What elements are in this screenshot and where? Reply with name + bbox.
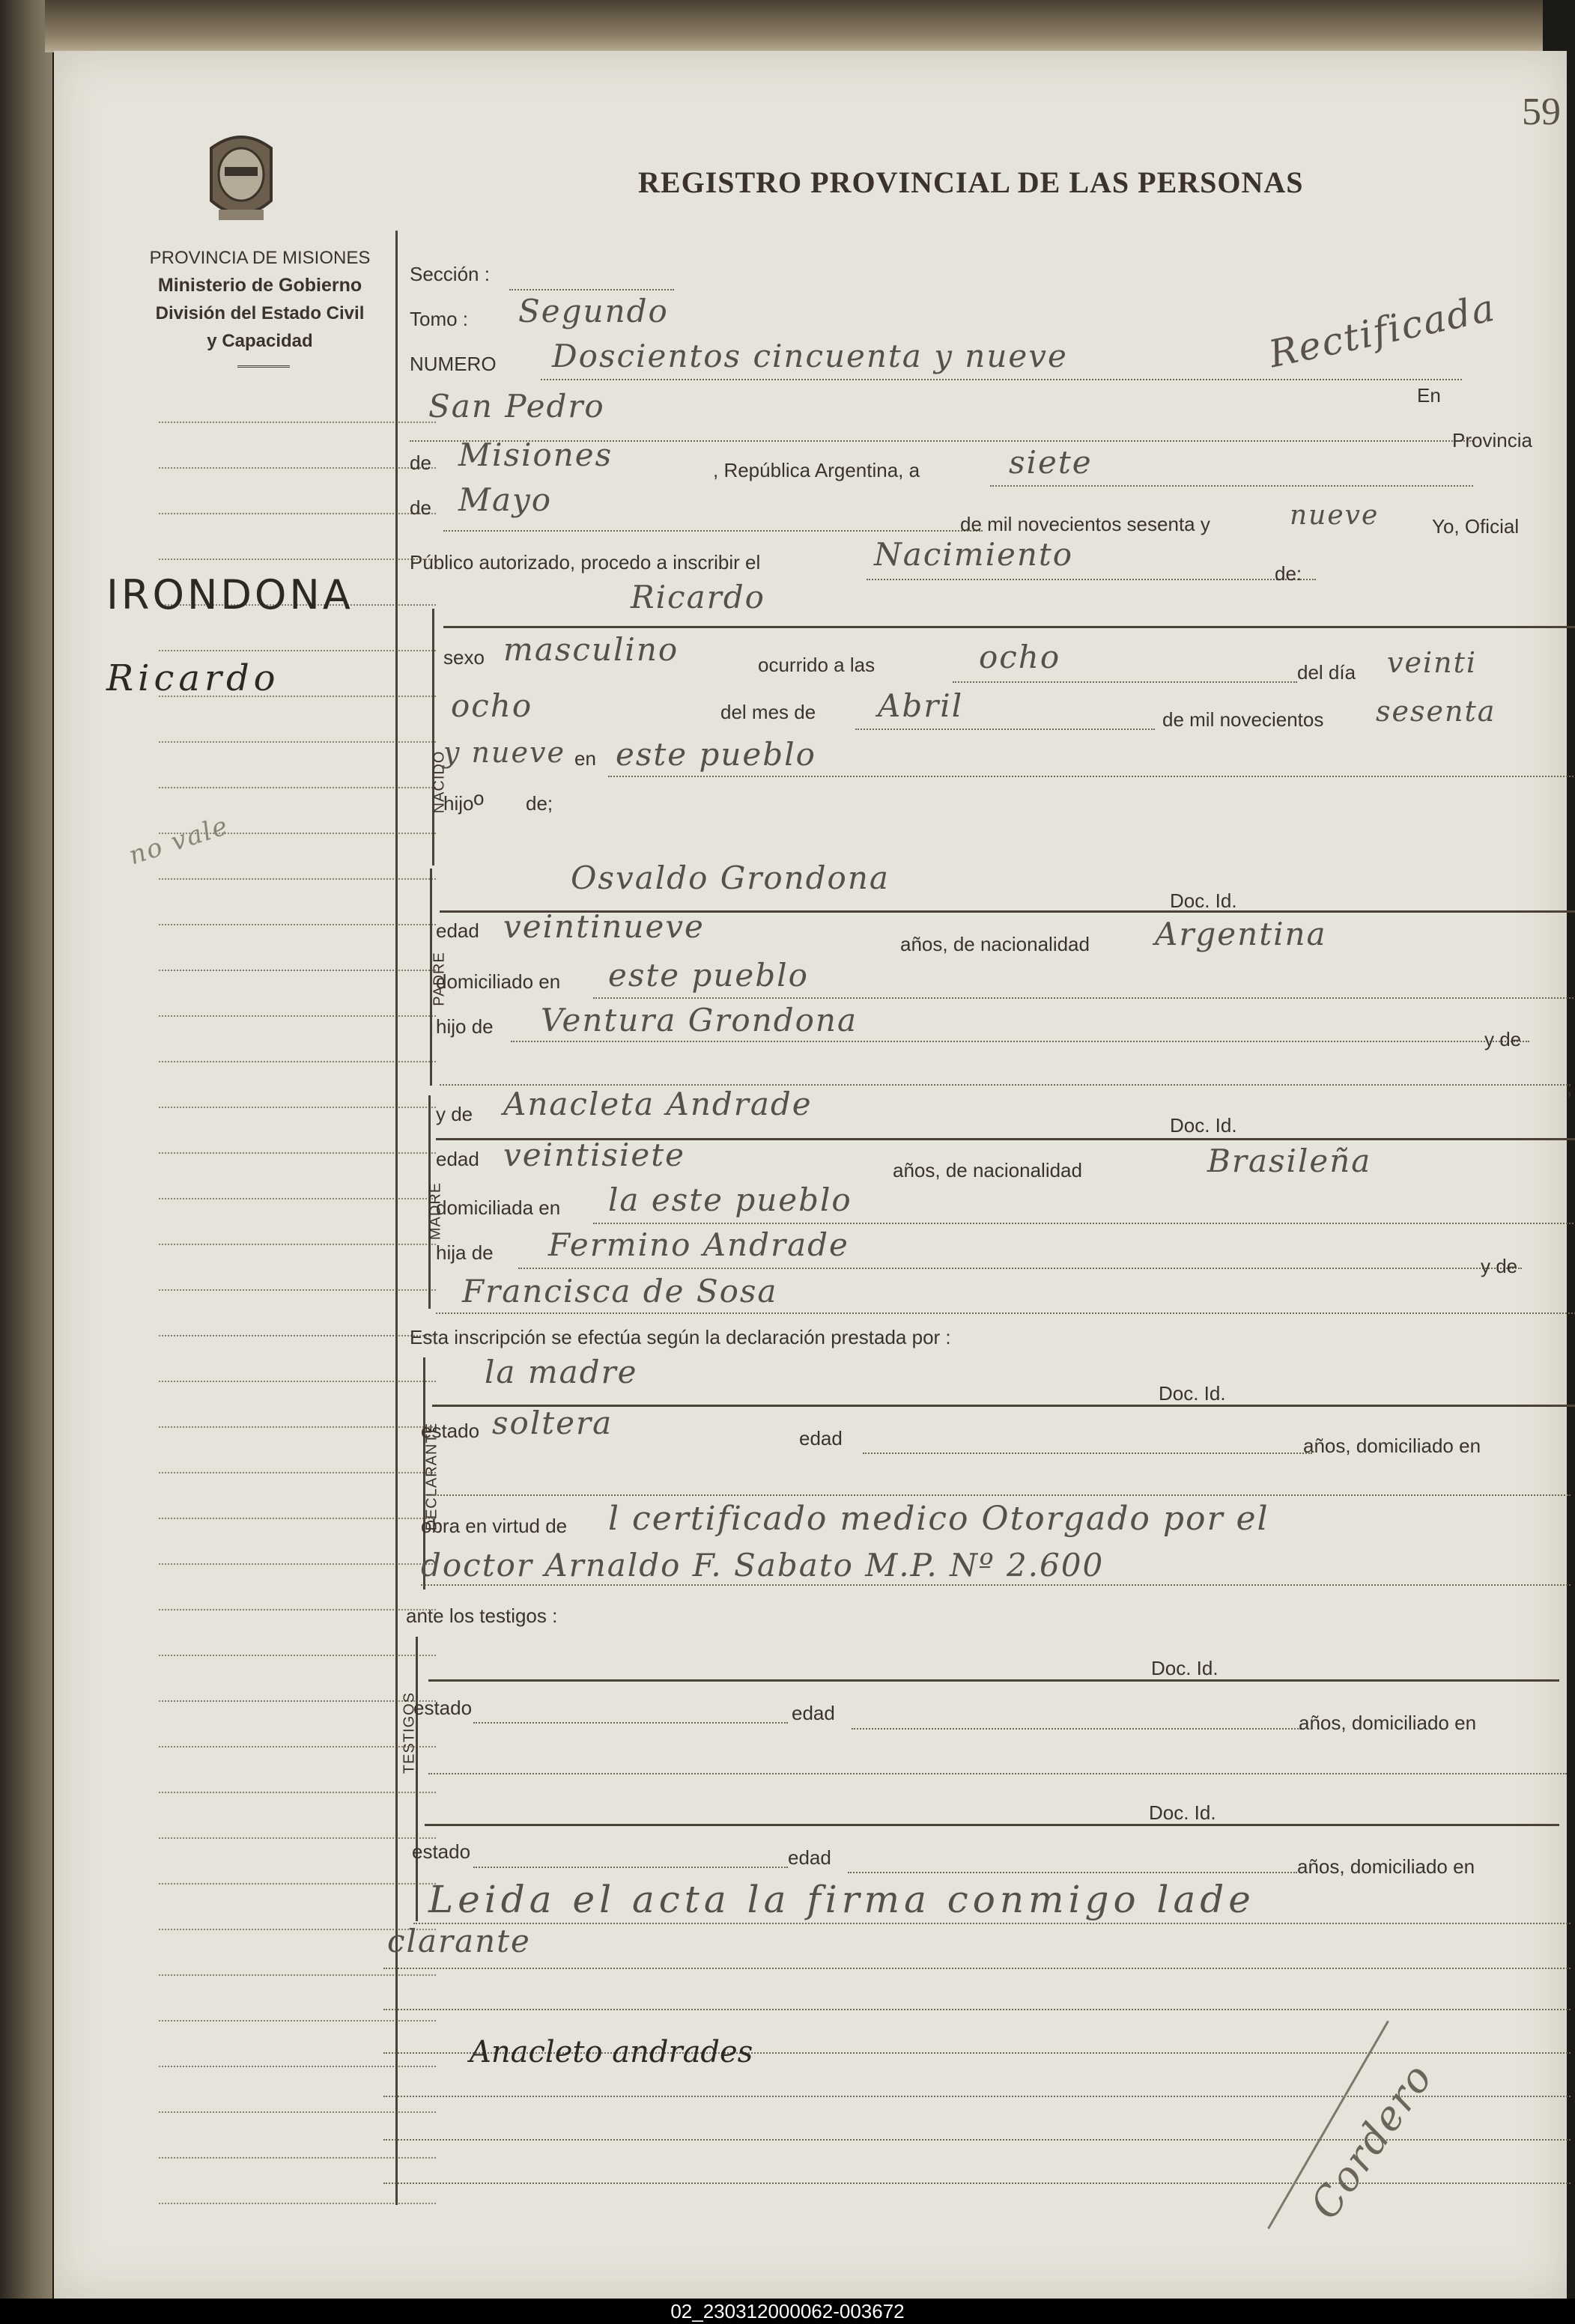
declarante-side-label: DECLARANTE	[423, 1423, 440, 1531]
tomo-label: Tomo :	[410, 308, 469, 330]
nacido-name-rule	[443, 626, 1575, 628]
madre-hija-line	[518, 1268, 1522, 1269]
declarante-estado-value: soltera	[492, 1405, 613, 1441]
hijo-de-label: de;	[526, 792, 553, 815]
madre-line-2	[436, 1312, 1575, 1314]
margin-rule	[159, 2111, 436, 2113]
madre-yde-label: y de	[436, 1103, 473, 1125]
numero-label: NUMERO	[410, 353, 497, 375]
testigo1-rule	[428, 1679, 1559, 1682]
obra-label: obra en virtud de	[421, 1515, 568, 1537]
margin-rule	[159, 1563, 436, 1565]
padre-nacionalidad-value: Argentina	[1155, 916, 1327, 952]
padre-domicilio-line	[593, 997, 1575, 999]
margin-rule	[159, 2066, 436, 2067]
sexo-label: sexo	[443, 646, 485, 669]
nacido-name: Ricardo	[631, 579, 765, 615]
hijo-value: o	[473, 787, 485, 809]
declarante-intro: Esta inscripción se efectúa según la declaración prestada por :	[410, 1326, 951, 1348]
margin-rule	[159, 1883, 436, 1885]
margin-rule	[159, 787, 436, 788]
seccion-label: Sección :	[410, 263, 490, 285]
declarante-estado-label: estado	[421, 1420, 480, 1442]
declarante-edad-label: edad	[799, 1427, 843, 1450]
provincia-label: Provincia	[1452, 429, 1532, 451]
testigo2-rule	[425, 1824, 1559, 1826]
madre-nombre: Anacleta Andrade	[503, 1086, 813, 1122]
hora-value: ocho	[979, 639, 1061, 675]
margin-rule	[159, 1655, 436, 1656]
hijo-label: hijo	[443, 792, 474, 815]
closing-line-1-rule	[413, 1923, 1571, 1924]
testigos-side-label: TESTIGOS	[401, 1691, 418, 1774]
nacido-anio-cont: y nueve	[443, 736, 565, 769]
en-label: En	[1417, 384, 1441, 407]
margin-note: no vale	[125, 810, 233, 872]
margin-rule	[159, 1381, 436, 1382]
closing-line-1: Leida el acta la firma conmigo lade	[428, 1878, 1255, 1921]
closing-line-2-rule	[383, 1968, 1571, 1969]
testigo2-estado-label: estado	[412, 1840, 471, 1863]
publico-label: Público autorizado, procedo a inscribir el	[410, 551, 761, 574]
republica-label: , República Argentina, a	[713, 459, 920, 481]
padre-domicilio-value: este pueblo	[608, 957, 809, 994]
signature-oficial: Cordero	[1301, 2054, 1442, 2228]
book-spine	[0, 0, 52, 2299]
margin-rule	[159, 1472, 436, 1473]
testigo1-line-2	[428, 1773, 1567, 1774]
testigo2-estado-line	[473, 1867, 788, 1868]
dia-line	[990, 485, 1473, 487]
testigo1-doc-label: Doc. Id.	[1151, 1657, 1219, 1679]
padre-yde-label: y de	[1484, 1028, 1522, 1050]
provincia-value: Misiones	[458, 436, 613, 473]
dia-value: siete	[1009, 444, 1093, 481]
bottom-rule	[383, 2182, 1571, 2184]
hora-line	[953, 681, 1297, 683]
madre-madre-value: Francisca de Sosa	[462, 1273, 778, 1309]
de2-label: de:	[1275, 562, 1302, 585]
margin-rule	[159, 422, 436, 423]
obra-cont: doctor Arnaldo F. Sabato M.P. Nº 2.600	[421, 1547, 1105, 1584]
margin-rule	[159, 741, 436, 743]
obra-value: l certificado medico Otorgado por el	[608, 1500, 1269, 1538]
numero-line	[541, 379, 1462, 380]
declarante-anios-label: años, domiciliado en	[1303, 1435, 1481, 1457]
padre-side-label: PADRE	[431, 952, 448, 1006]
margin-rule	[159, 1746, 436, 1747]
margin-rule	[159, 1289, 436, 1291]
margin-rule	[159, 559, 436, 560]
footer-label: 02_230312000062-003672	[0, 2299, 1575, 2324]
del-dia-label: del día	[1297, 661, 1356, 684]
margin-rule	[159, 467, 436, 469]
nacido-mes-line	[855, 728, 1155, 730]
rectified-stamp: Rectificada	[1265, 285, 1500, 377]
seccion-line	[509, 289, 674, 290]
margin-rule	[159, 1198, 436, 1199]
lugar-line	[608, 776, 1575, 777]
padre-edad-value: veintinueve	[503, 908, 705, 945]
de-label: de	[410, 451, 431, 474]
madre-domicilio-label: domiciliada en	[436, 1196, 561, 1219]
ocurrido-label: ocurrido a las	[758, 654, 875, 676]
padre-hijo-line	[511, 1041, 1529, 1042]
madre-nacionalidad-value: Brasileña	[1207, 1143, 1372, 1179]
margin-rule	[159, 878, 436, 880]
testigo1-anios-label: años, domiciliado en	[1299, 1712, 1477, 1734]
mes-line	[443, 530, 983, 532]
madre-edad-value: veintisiete	[503, 1137, 685, 1173]
nacido-anio-value: sesenta	[1376, 695, 1496, 728]
madre-hija-label: hija de	[436, 1241, 494, 1264]
margin-rule	[159, 1518, 436, 1519]
lugar-en-label: en	[574, 747, 596, 770]
testigo2-doc-label: Doc. Id.	[1149, 1801, 1216, 1824]
testigo1-edad-line	[852, 1728, 1301, 1730]
margin-rule	[159, 1837, 436, 1839]
mes-value: Mayo	[458, 481, 553, 518]
padre-hijo-label: hijo de	[436, 1015, 494, 1038]
testigo1-estado-label: estado	[413, 1697, 473, 1719]
anio-value: nueve	[1290, 500, 1380, 531]
issuer-capacity: y Capacidad	[207, 331, 313, 351]
mil-label: de mil novecientos sesenta y	[960, 513, 1210, 535]
issuer-division: División del Estado Civil	[155, 303, 365, 323]
issuer-divider	[237, 365, 290, 368]
declarante-doc-label: Doc. Id.	[1159, 1382, 1226, 1405]
oficial-label: Yo, Oficial	[1432, 515, 1520, 538]
padre-edad-label: edad	[436, 919, 479, 942]
madre-anios-label: años, de nacionalidad	[893, 1159, 1082, 1181]
acto-line	[867, 579, 1316, 580]
main-frame-border	[395, 231, 398, 2205]
testigo1-estado-line	[473, 1722, 788, 1724]
place-value: San Pedro	[428, 388, 605, 425]
margin-rule	[159, 2203, 436, 2204]
nacido-mil-label: de mil novecientos	[1162, 708, 1324, 731]
margin-rule	[159, 924, 436, 925]
book-binding	[45, 0, 1543, 52]
madre-doc-label: Doc. Id.	[1170, 1114, 1237, 1137]
margin-rule	[159, 970, 436, 971]
nacido-section-border	[432, 609, 434, 866]
margin-rule	[159, 1335, 436, 1336]
signature-declarante: Anacleto andrades	[470, 2035, 753, 2069]
madre-yde2-label: y de	[1481, 1255, 1518, 1277]
margin-rule	[159, 1015, 436, 1017]
margin-rule	[159, 1107, 436, 1108]
del-mes-label: del mes de	[720, 701, 816, 723]
numero-value: Doscientos cincuenta y nueve	[552, 338, 1068, 374]
testigo1-edad-label: edad	[792, 1702, 835, 1724]
page-number: 59	[1522, 91, 1561, 133]
margin-rule	[159, 1609, 436, 1610]
margin-rule	[159, 513, 436, 514]
padre-semicolon: ;	[1567, 1077, 1573, 1099]
padre-anios-label: años, de nacionalidad	[900, 933, 1090, 955]
nacido-dia-cont: ocho	[451, 687, 533, 724]
madre-hija-value: Fermino Andrade	[548, 1226, 849, 1263]
padre-hijo-value: Ventura Grondona	[541, 1002, 858, 1038]
madre-edad-label: edad	[436, 1148, 479, 1170]
obra-line	[421, 1584, 1571, 1586]
margin-rule	[159, 1700, 436, 1702]
madre-side-label: MADRE	[427, 1181, 444, 1241]
madre-domicilio-line	[593, 1223, 1575, 1224]
testigos-intro: ante los testigos :	[406, 1604, 558, 1627]
issuer-block	[84, 244, 436, 355]
testigo2-anios-label: años, domiciliado en	[1297, 1855, 1475, 1878]
tomo-value: Segundo	[518, 293, 669, 329]
margin-rule	[159, 650, 436, 651]
margin-name: Ricardo	[106, 657, 280, 699]
declarante-edad-line	[863, 1452, 1312, 1454]
margin-rule	[159, 1792, 436, 1793]
madre-domicilio-value: la este pueblo	[608, 1181, 852, 1218]
closing-line-2: clarante	[387, 1923, 531, 1959]
page-title: REGISTRO PROVINCIAL DE LAS PERSONAS	[638, 165, 1304, 199]
margin-rule	[159, 1244, 436, 1245]
nacido-dia-value: veinti	[1387, 646, 1478, 679]
de-mes-label: de	[410, 496, 431, 519]
declarante-nombre: la madre	[485, 1354, 638, 1390]
issuer-province: PROVINCIA DE MISIONES	[149, 248, 371, 268]
padre-doc-label: Doc. Id.	[1170, 889, 1237, 912]
nacido-mes-value: Abril	[878, 687, 964, 724]
margin-surname: IRONDONA	[106, 571, 353, 618]
lugar-value: este pueblo	[616, 736, 816, 773]
margin-rule	[159, 1061, 436, 1062]
margin-rule	[159, 1974, 436, 1976]
padre-domicilio-label: domiciliado en	[436, 970, 561, 993]
margin-rule	[159, 2020, 436, 2022]
margin-rule	[159, 1426, 436, 1428]
acto-value: Nacimiento	[874, 536, 1074, 573]
margin-rule	[159, 1152, 436, 1154]
margin-rule	[159, 2157, 436, 2159]
nacido-side-label: NACIDO	[431, 750, 448, 814]
testigo2-edad-label: edad	[788, 1846, 831, 1869]
provincial-seal-icon	[196, 126, 286, 231]
declarante-line-2	[432, 1494, 1571, 1496]
issuer-ministry: Ministerio de Gobierno	[157, 275, 362, 296]
sexo-value: masculino	[503, 631, 679, 668]
bottom-rule	[383, 2009, 1571, 2010]
testigo2-edad-line	[848, 1872, 1297, 1873]
register-page	[54, 51, 1573, 2299]
padre-nombre: Osvaldo Grondona	[571, 860, 890, 896]
